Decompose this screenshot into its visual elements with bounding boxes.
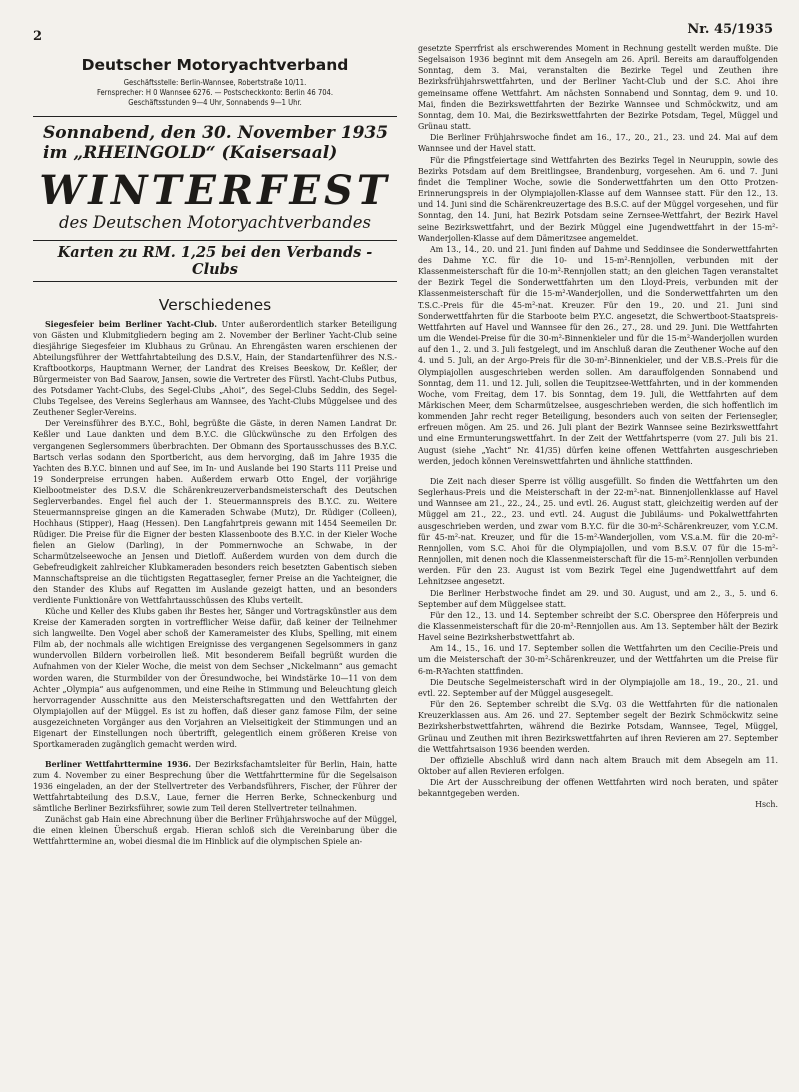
page-number: 2 — [33, 29, 43, 44]
right-article — [418, 44, 778, 812]
paragraph — [33, 815, 397, 848]
left-column — [33, 52, 397, 848]
section-title: Verschiedenes — [158, 296, 272, 314]
paragraph — [33, 419, 397, 607]
ticket-info: Karten zu RM. 1,25 bei den Verbands - Clubs — [33, 240, 397, 282]
paragraph: Am 13., 14., 20. und 21. Juni finden auf Dahme und Seddinsee die Sonderwettfahrten des Dahme Y.C. für die 10- und 15-m²-Rennjollen, verbunden mit der Klassenmeisterschaft für die 10-m²-Rennjollen statt; an den gleichen Tagen veranstaltet der Bezirk Tegel die Sonderwettfahrten um den Lloyd-Preis, verbunden mit der Klassenmeisterschaft für die 15-m²-Wanderjollen, und die Sonderwettfahrten um den T.S.C.-Preis für die 45-m²-nat. Kreuzer. Für den 19., 20. und 21. Juni sind Sonderwettfahrten für die Starboote beim P.Y.C. angesetzt, die Schwertboot-Staatspreis-Wettfahrten auf Havel und Wannsee für den 26., 27., 28. und 29. Juni. Die Wettfahrten um die Wendei-Preise für die 30-m²-Binnenkieler und für die 15-m²-Wanderjollen wurden auf den 1., 2. und 3. Juli festgelegt, und im Anschluß daran die Zeuthener Woche auf den 4. und 5. Juli, an der Argo-Preis für die 30-m²-Binnenkieler, und der V.B.S.-Preis für die Olympiajollen ausgeschrieben werden sollen. Am darauffolgenden Sonnabend und Sonntag, dem 11. und 12. Juli, sollen die Teupitzsee-Wettfahrten, und in der kommenden Woche, vom Freitag, dem 17. bis Sonntag, dem 19. Juli, die Wettfahrten auf dem Märkischen Meer, dem Scharmützelsee, ausgeschrieben werden, die sich hoffentlich im kommenden Jahr recht reger Beteiligung, besonders auch von seiten der Feriensegler, erfreuen mögen. Am 25. und 26. Juli plant der Bezirk Wannsee seine Bezirkswettfahrt und eine Ermunterungswettfahrt. In der Zeit der Wettfahrtsperre (vom 27. Juli bis 21. August (siehe „Yacht“ Nr. 41/35) dürfen keine offenen Wettfahrten ausgeschrieben werden, jedoch können Vereinswettfahrten und ähnliche stattfinden. — [418, 244, 778, 467]
signature: Hsch. — [755, 800, 778, 811]
paragraph-lead: Siegesfeier beim Berliner Yacht-Club. — [45, 320, 217, 330]
event-subtitle: des Deutschen Motoryachtverbandes — [59, 213, 371, 232]
paragraph-text: Unter außerordentlich starker Beteiligung von Gästen und Klubmitgliedern beging am 2. November der Berliner Yacht-Club seine diesjährige Siegesfeier im Klubhaus zu Grünau. An Ehrengästen waren erschienen der Abteilungsführer der Wettfahrtabteilung des D.S.V., Hain, der Standartenführer des N.S.-Kraftbootkorps, Hauptmann Werner, der Landrat des Kreises Beeskow, Dr. Keßler, der Bürgermeister von Bad Saarow, Jansen, sowie die Vertreter des Fürstl. Yacht-Clubs Putbus, des Potsdamer Yacht-Clubs, des Segel-Clubs „Ahoi“, des Segel-Clubs Seddin, des Segel-Clubs Tegelsee, des Vereins Seglerhaus am Wannsee, des Yacht-Clubs Müggelsee und des Zeuthener Segler-Vereins. — [33, 320, 397, 419]
org-contact: Fernsprecher: H 0 Wannsee 6276. — Postscheckkonto: Berlin 46 704. — [96, 88, 334, 97]
paragraph-text: Küche und Keller des Klubs gaben ihr Bestes her, Sänger und Vortragskünstler aus dem Kreise der Kameraden sorgten in vortrefflicher Weise dafür, daß keiner der Teilnehmer sich langweilte. Den Vogel aber schoß der Kamerameister des Klubs, Spelling, mit einem Film ab, der nochmals alle wichtigen Ereignisse des vergangenen Segelsommers in ganz wundervollen Bildern vorbeirollen ließ. Mit besonderem Beifall begrüßt wurden die Aufnahmen von der Kieler Woche, die meist von dem Sechser „Nickelmann“ aus gemacht worden waren, die Sturmbilder von der Öresundwoche, bei Windstärke 10—11 von dem Achter „Olympia“ aus aufgenommen, und eine Reihe in Stimmung und Beleuchtung gleich hervorragender Ausschnitte aus den Meisterschaftsregatten und den Wettfahrten der Olympiajollen auf der Müggel. Es ist zu hoffen, daß dieser ganz famose Film, der seine ausgezeichneten Vorgänger aus den Vorjahren an Vielseitigkeit der Stimmungen und an Eigenart der Einstellungen noch übertrifft, gelegentlich einem größeren Kreise von Sportkameraden zugänglich gemacht werden wird. — [33, 607, 397, 750]
org-info — [33, 78, 397, 108]
event-title: WINTERFEST — [39, 167, 391, 214]
paragraph-text: Der Bezirksfachamtsleiter für Berlin, Hain, hatte zum 4. November zu einer Besprechung über die Wettfahrttermine für die Segelsaison 1936 eingeladen, an der der Stellvertreter des Verbandsführers, Fischer, der Führer der Wettfahrtabteilung des D.S.V., Laue, ferner die Herren Berke, Schneckenburg und sämtliche Berliner Bezirksführer, sowie zum Teil deren Stellvertreter teilnahmen. — [33, 759, 397, 815]
org-title: Deutscher Motoryachtverband — [81, 56, 349, 74]
org-address: Geschäftsstelle: Berlin-Wannsee, Robertstraße 10/11. — [123, 78, 307, 87]
paragraph: Die Berliner Frühjahrswoche findet am 16., 17., 20., 21., 23. und 24. Mai auf dem Wannsee und der Havel statt. — [418, 133, 778, 155]
paragraph: Am 14., 15., 16. und 17. September sollen die Wettfahrten um den Cecilie-Preis und um die Meisterschaft der 30-m²-Schärenkreuzer, und der Wettfahrten um die Preise für 6-m-R-Yachten stattfinden. — [418, 644, 778, 677]
event-date: Sonnabend, den 30. November 1935 — [43, 123, 389, 143]
paragraph: Die Art der Ausschreibung der offenen Wettfahrten wird noch beraten, und später bekanntgegeben werden. — [418, 778, 778, 800]
paragraph — [33, 607, 397, 751]
paragraph: gesetzte Sperrfrist als erschwerendes Moment in Rechnung gestellt werden mußte. Die Segelsaison 1936 beginnt mit dem Ansegeln am 26. April. Bereits am darauffolgenden Sonntag, dem 3. Mai, veranstalten die Bezirke Tegel und Zeuthen ihre Bezirksfrühjahrswettfahrten, und der Berliner Yacht-Club und der S.C. Ahoi ihre gemeinsame offene Wettfahrt. Am nächsten Sonnabend und Sonntag, dem 9. und 10. Mai, finden die Bezirkswettfahrten der Bezirke Wannsee und Schmöckwitz, und am Sonntag, dem 10. Mai, die Bezirkswettfahrten der Bezirke Potsdam, Tegel, Müggel und Grünau statt. — [418, 44, 778, 133]
paragraph — [33, 320, 397, 419]
paragraph: Die Zeit nach dieser Sperre ist völlig ausgefüllt. So finden die Wettfahrten um den Seglerhaus-Preis und die Meisterschaft in der 22-m²-nat. Binnenjollenklasse auf Havel und Wannsee am 21., 22., 24., 25. und evtl. 26. August statt, gleichzeitig werden auf der Müggel am 21., 22., 23. und evtl. 24. August die Jubiläums- und Pokalwettfahrten ausgeschrieben werden, und zwar vom B.Y.C. für die 30-m²-Schärenkreuzer, vom Y.C.M. für 45-m²-nat. Kreuzer, und für die 15-m²-Wanderjollen, vom V.S.a.M. für die 20-m²-Rennjollen, vom S.C. Ahoi für die Olympiajollen, und vom B.S.V. 07 für die 15-m²-Rennjollen, mit denen noch die Klassenmeisterschaft für die 15-m²-Rennjollen verbunden werden. Für den 23. August ist vom Bezirk Tegel eine Jugendwettfahrt auf dem Lehnitzsee angesetzt. — [418, 476, 778, 588]
issue-number: Nr. 45/1935 — [687, 22, 773, 37]
paragraph-lead: Berliner Wettfahrttermine 1936. — [45, 759, 192, 770]
org-hours: Geschäftsstunden 9—4 Uhr, Sonnabends 9—1 Uhr. — [128, 98, 302, 107]
paragraph — [33, 760, 397, 815]
paragraph: Die Berliner Herbstwoche findet am 29. und 30. August, und am 2., 3., 5. und 6. September auf dem Müggelsee statt. — [418, 588, 778, 610]
paragraph-text: Der Vereinsführer des B.Y.C., Bohl, begrüßte die Gäste, in deren Namen Landrat Dr. Keßler und Laue dankten und dem B.Y.C. die Glückwünsche zu den Erfolgen des vergangenen Seglersommers überbrachten. Der Obmann des Sportausschusses des B.Y.C. Bartsch verlas sodann den Sportbericht, aus dem hervorging, daß im Jahre 1935 die Yachten des B.Y.C. binnen und auf See, im In- und Auslande bei 190 Starts 111 Preise und 19 Sonderpreise errungen haben. Außerdem erwarb Otto Engel, der vorjährige Kielbootmeister des D.S.V. die Schärenkreuzerverbandsmeisterschaft des Deutschen Seglerverbandes. Engel fiel auch der 1. Steuermannspreis des B.Y.C. zu. Weitere Steuermannspreise gingen an die Kameraden Schwabe (Mutz), Dr. Rüdiger (Colleen), Hochhaus (Stipper), Haag (Hessen). Den Langfahrtpreis gewann mit 1454 Seemeilen Dr. Rüdiger. Die Preise für die Eigner der besten Klassenboote des B.Y.C. in der Kieler Woche fielen an Gielow (Darling), in der Pommernwoche an Schwabe, in der Scharmützelseewoche an Jensen und Dietloff. Außerdem wurden von dem durch die Gebefreudigkeit zahlreicher Klubkameraden besonders reich besetzten Gabentisch sieben Mannschaftspreise an die tüchtigsten Regattasegler, ferner Preise an die Yachteigner, die den Stander des Klubs auf Regatten im Auslande gezeigt hatten, und an besonders verdiente Funktionäre von Wettfahrtausschüssen des Klubs verteilt. — [33, 419, 397, 607]
paragraph: Für den 12., 13. und 14. September schreibt der S.C. Oberspree den Höferpreis und die Klassenmeisterschaft für die 20-m²-Rennjollen aus. Am 13. September hält der Bezirk Havel seine Bezirksherbstwettfahrt ab. — [418, 610, 778, 644]
right-column — [418, 44, 778, 812]
divider — [33, 116, 397, 117]
paragraph: Für die Pfingstfeiertage sind Wettfahrten des Bezirks Tegel in Neuruppin, sowie des Bezirks Potsdam auf dem Breitlingsee, Brandenburg, vorgesehen. Am 6. und 7. Juni findet die Templiner Woche, sowie die Sonderwettfahrten um den Otto Protzen-Erinnerungspreis in der Olympiajollen-Klasse auf dem Wannsee statt. Für den 12., 13. und 14. Juni sind die Schärenkreuzertage des B.S.C. auf der Müggel vorgesehen, und für Sonntag, den 14. Juni, hat Bezirk Potsdam seine Zernsee-Wettfahrt, der Bezirk Havel seine Bezirkswettfahrt, und der Bezirk Müggel eine Jugendwettfahrt in der 15-m²-Wanderjollen-Klasse auf dem Dämeritzsee angemeldet. — [418, 155, 778, 244]
paragraph: Für den 26. September schreibt die S.Vg. 03 die Wettfahrten für die nationalen Kreuzerklassen aus. Am 26. und 27. September segelt der Bezirk Schmöckwitz seine Bezirksherbstwettfahrten, während die Bezirke Potsdam, Wannsee, Tegel, Müggel, Grünau und Zeuthen mit ihren Bezirkswettfahrten auf ihren Revieren am 27. September die Wettfahrtsaison 1936 beenden werden. — [418, 700, 778, 755]
left-article — [33, 320, 397, 848]
event-venue: im „RHEINGOLD“ (Kaisersaal) — [43, 143, 338, 163]
paragraph: Der offizielle Abschluß wird dann nach altem Brauch mit dem Absegeln am 11. Oktober auf allen Revieren erfolgen. — [418, 755, 778, 777]
paragraph-text: Zunächst gab Hain eine Abrechnung über die Berliner Frühjahrswoche auf der Müggel, die einen kleinen Überschuß ergab. Hieran schloß sich die Vereinbarung über die Wettfahrttermine an, wobei diesmal die im Hinblick auf die olympischen Spiele an- — [33, 815, 397, 848]
paragraph: Die Deutsche Segelmeisterschaft wird in der Olympiajolle am 18., 19., 20., 21. und evtl. 22. September auf der Müggel ausgesegelt. — [418, 677, 778, 699]
